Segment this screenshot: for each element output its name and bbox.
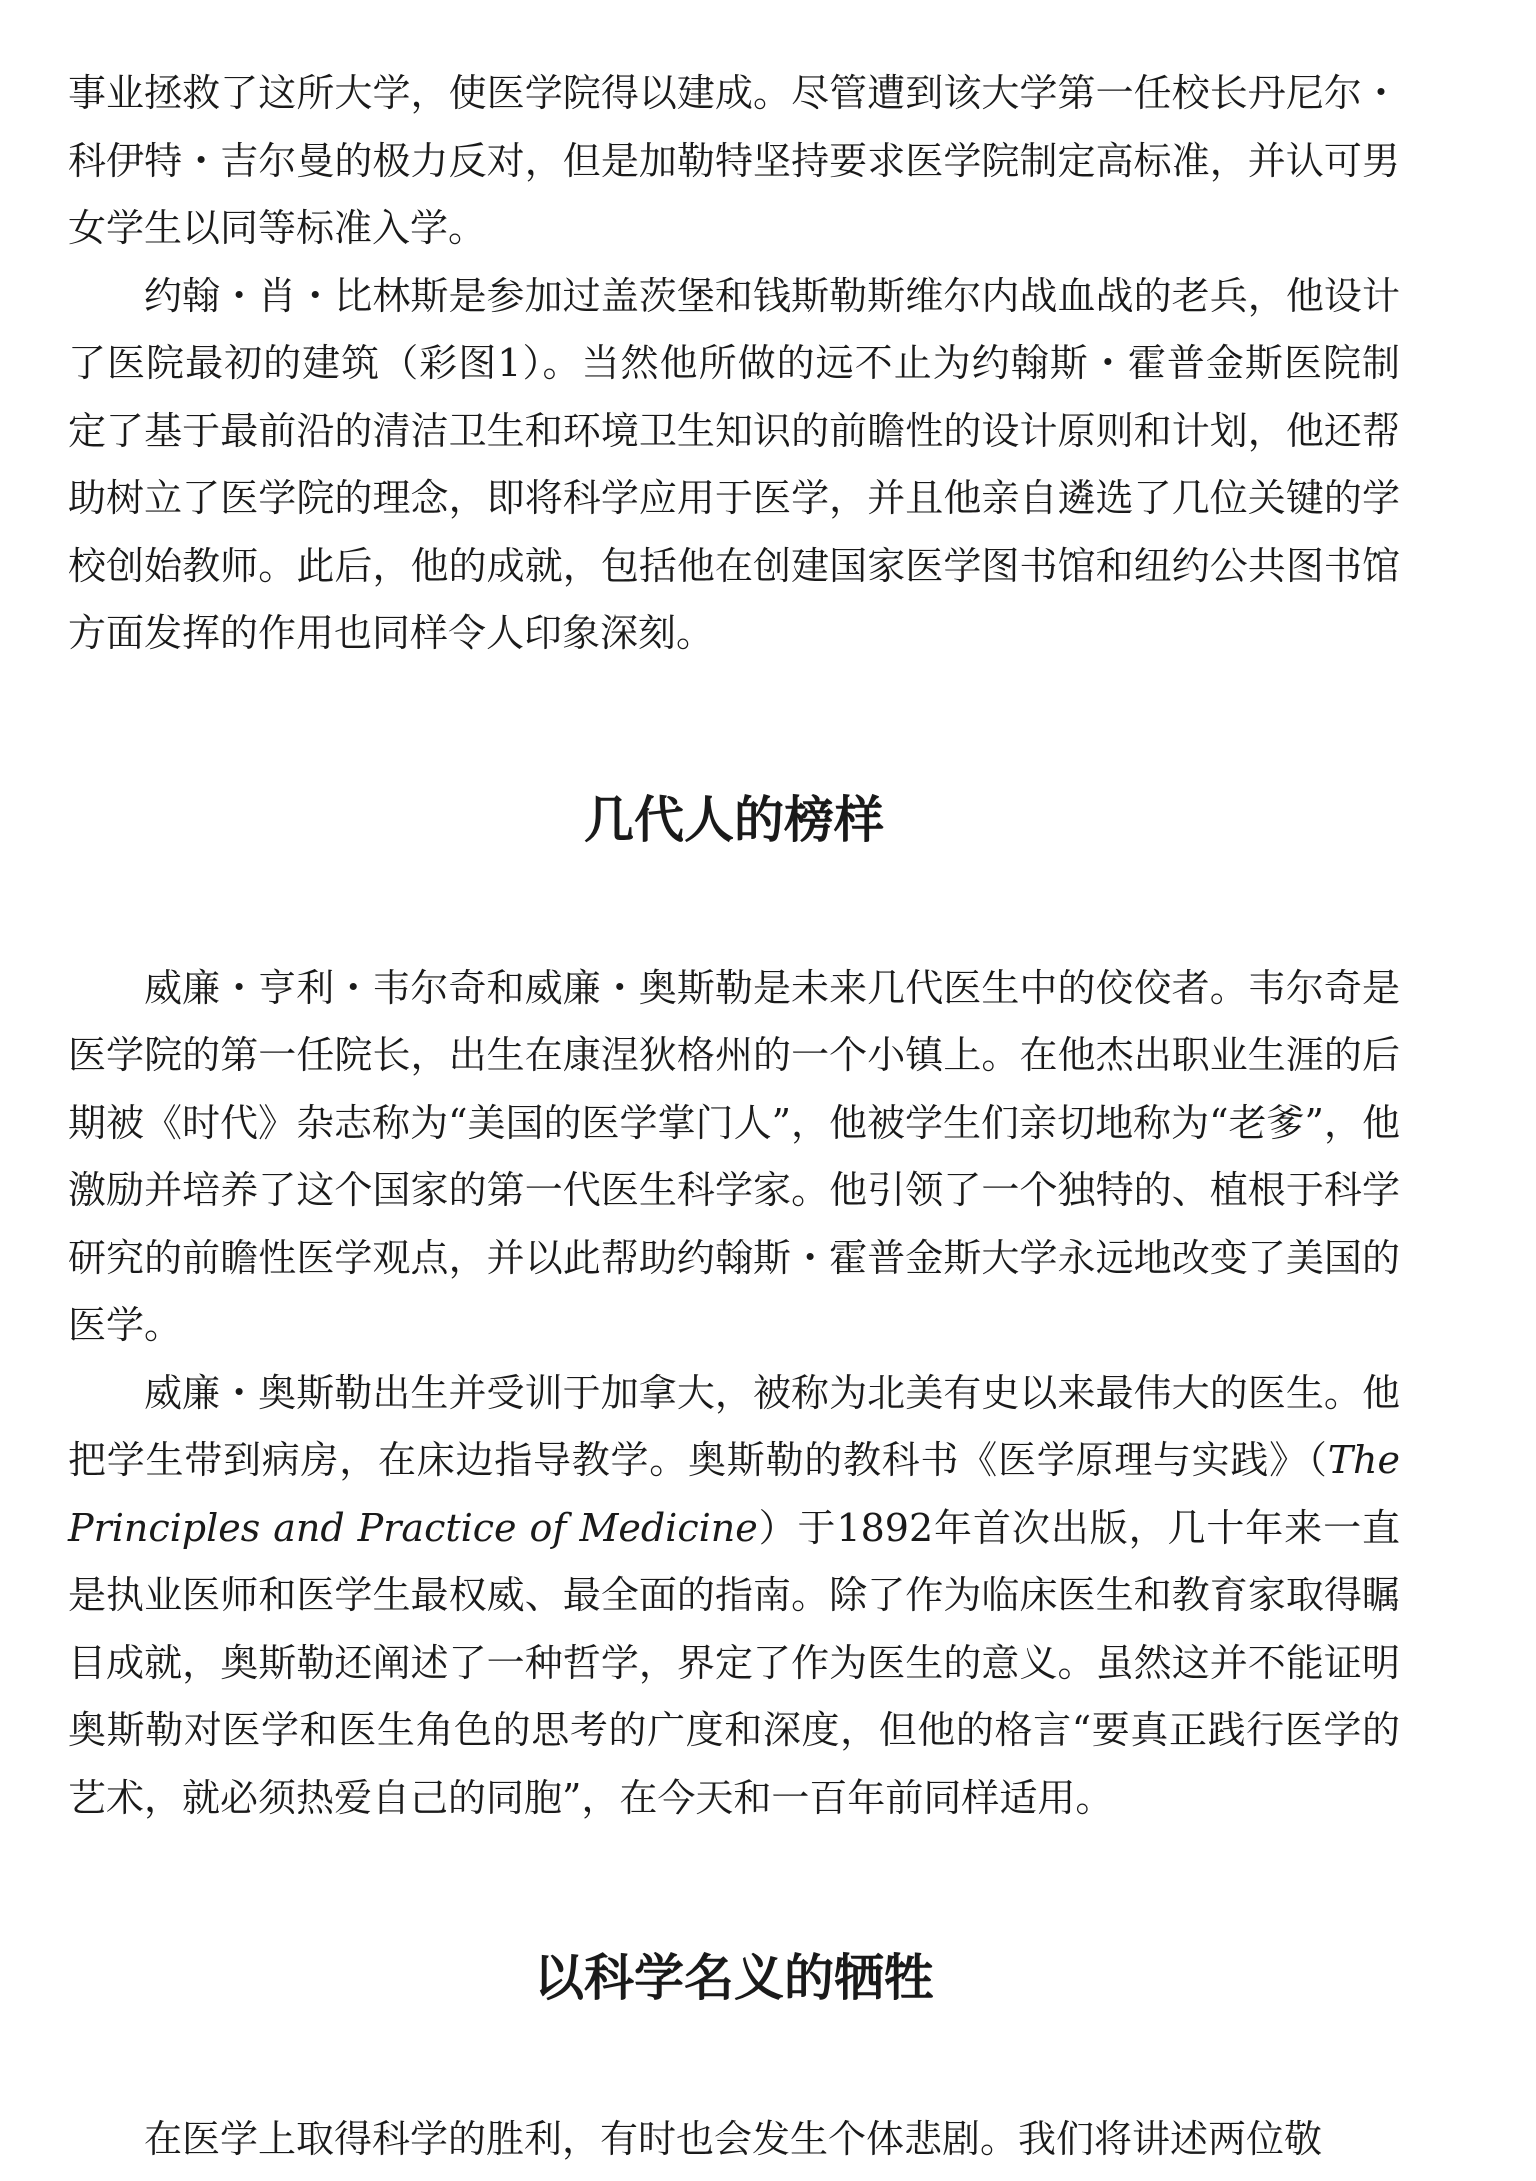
section-heading: 以科学名义的牺牲 — [534, 1949, 934, 2007]
book-title-english: The Principles and Practice of Medicine — [68, 1438, 1400, 1550]
body-paragraph — [68, 1360, 1400, 1833]
section-heading: 几代人的榜样 — [584, 790, 884, 849]
body-paragraph: 威廉・亨利・韦尔奇和威廉・奥斯勒是未来几代医生中的佼佼者。韦尔奇是医学院的第一任院长，出生在康涅狄格州的一个小镇上。在他杰出职业生涯的后期被《时代》杂志称为“美国的医学掌门人”，他被学生们亲切地称为“老爹”，他激励并培养了这个国家的第一代医生科学家。他引领了一个独特的、植根于科学研究的前瞻性医学观点，并以此帮助约翰斯・霍普金斯大学永远地改变了美国的医学。 — [68, 965, 1400, 1347]
body-paragraph: 在医学上取得科学的胜利，有时也会发生个体悲剧。我们将讲述两位敬 — [144, 2117, 1323, 2161]
paragraph-text: 威廉・奥斯勒出生并受训于加拿大，被称为北美有史以来最伟大的医生。他把学生带到病房，在床边指导教学。奥斯勒的教科书《医学原理与实践》（ — [68, 1370, 1400, 1482]
document-page — [68, 60, 1400, 2174]
body-paragraph: 事业拯救了这所大学，使医学院得以建成。尽管遭到该大学第一任校长丹尼尔・科伊特・吉尔曼的极力反对，但是加勒特坚持要求医学院制定高标准，并认可男女学生以同等标准入学。 — [68, 71, 1400, 250]
paragraph-text: ）于1892年首次出版，几十年来一直是执业医师和医学生最权威、最全面的指南。除了作为临床医生和教育家取得瞩目成就，奥斯勒还阐述了一种哲学，界定了作为医生的意义。虽然这并不能证明奥斯勒对医学和医生角色的思考的广度和深度，但他的格言“要真正践行医学的艺术，就必须热爱自己的同胞”，在今天和一百年前同样适用。 — [68, 1505, 1400, 1820]
body-paragraph: 约翰・肖・比林斯是参加过盖茨堡和钱斯勒斯维尔内战血战的老兵，他设计了医院最初的建筑（彩图1）。当然他所做的远不止为约翰斯・霍普金斯医院制定了基于最前沿的清洁卫生和环境卫生知识的前瞻性的设计原则和计划，他还帮助树立了医学院的理念，即将科学应用于医学，并且他亲自遴选了几位关键的学校创始教师。此后，他的成就，包括他在创建国家医学图书馆和纽约公共图书馆方面发挥的作用也同样令人印象深刻。 — [68, 273, 1400, 655]
